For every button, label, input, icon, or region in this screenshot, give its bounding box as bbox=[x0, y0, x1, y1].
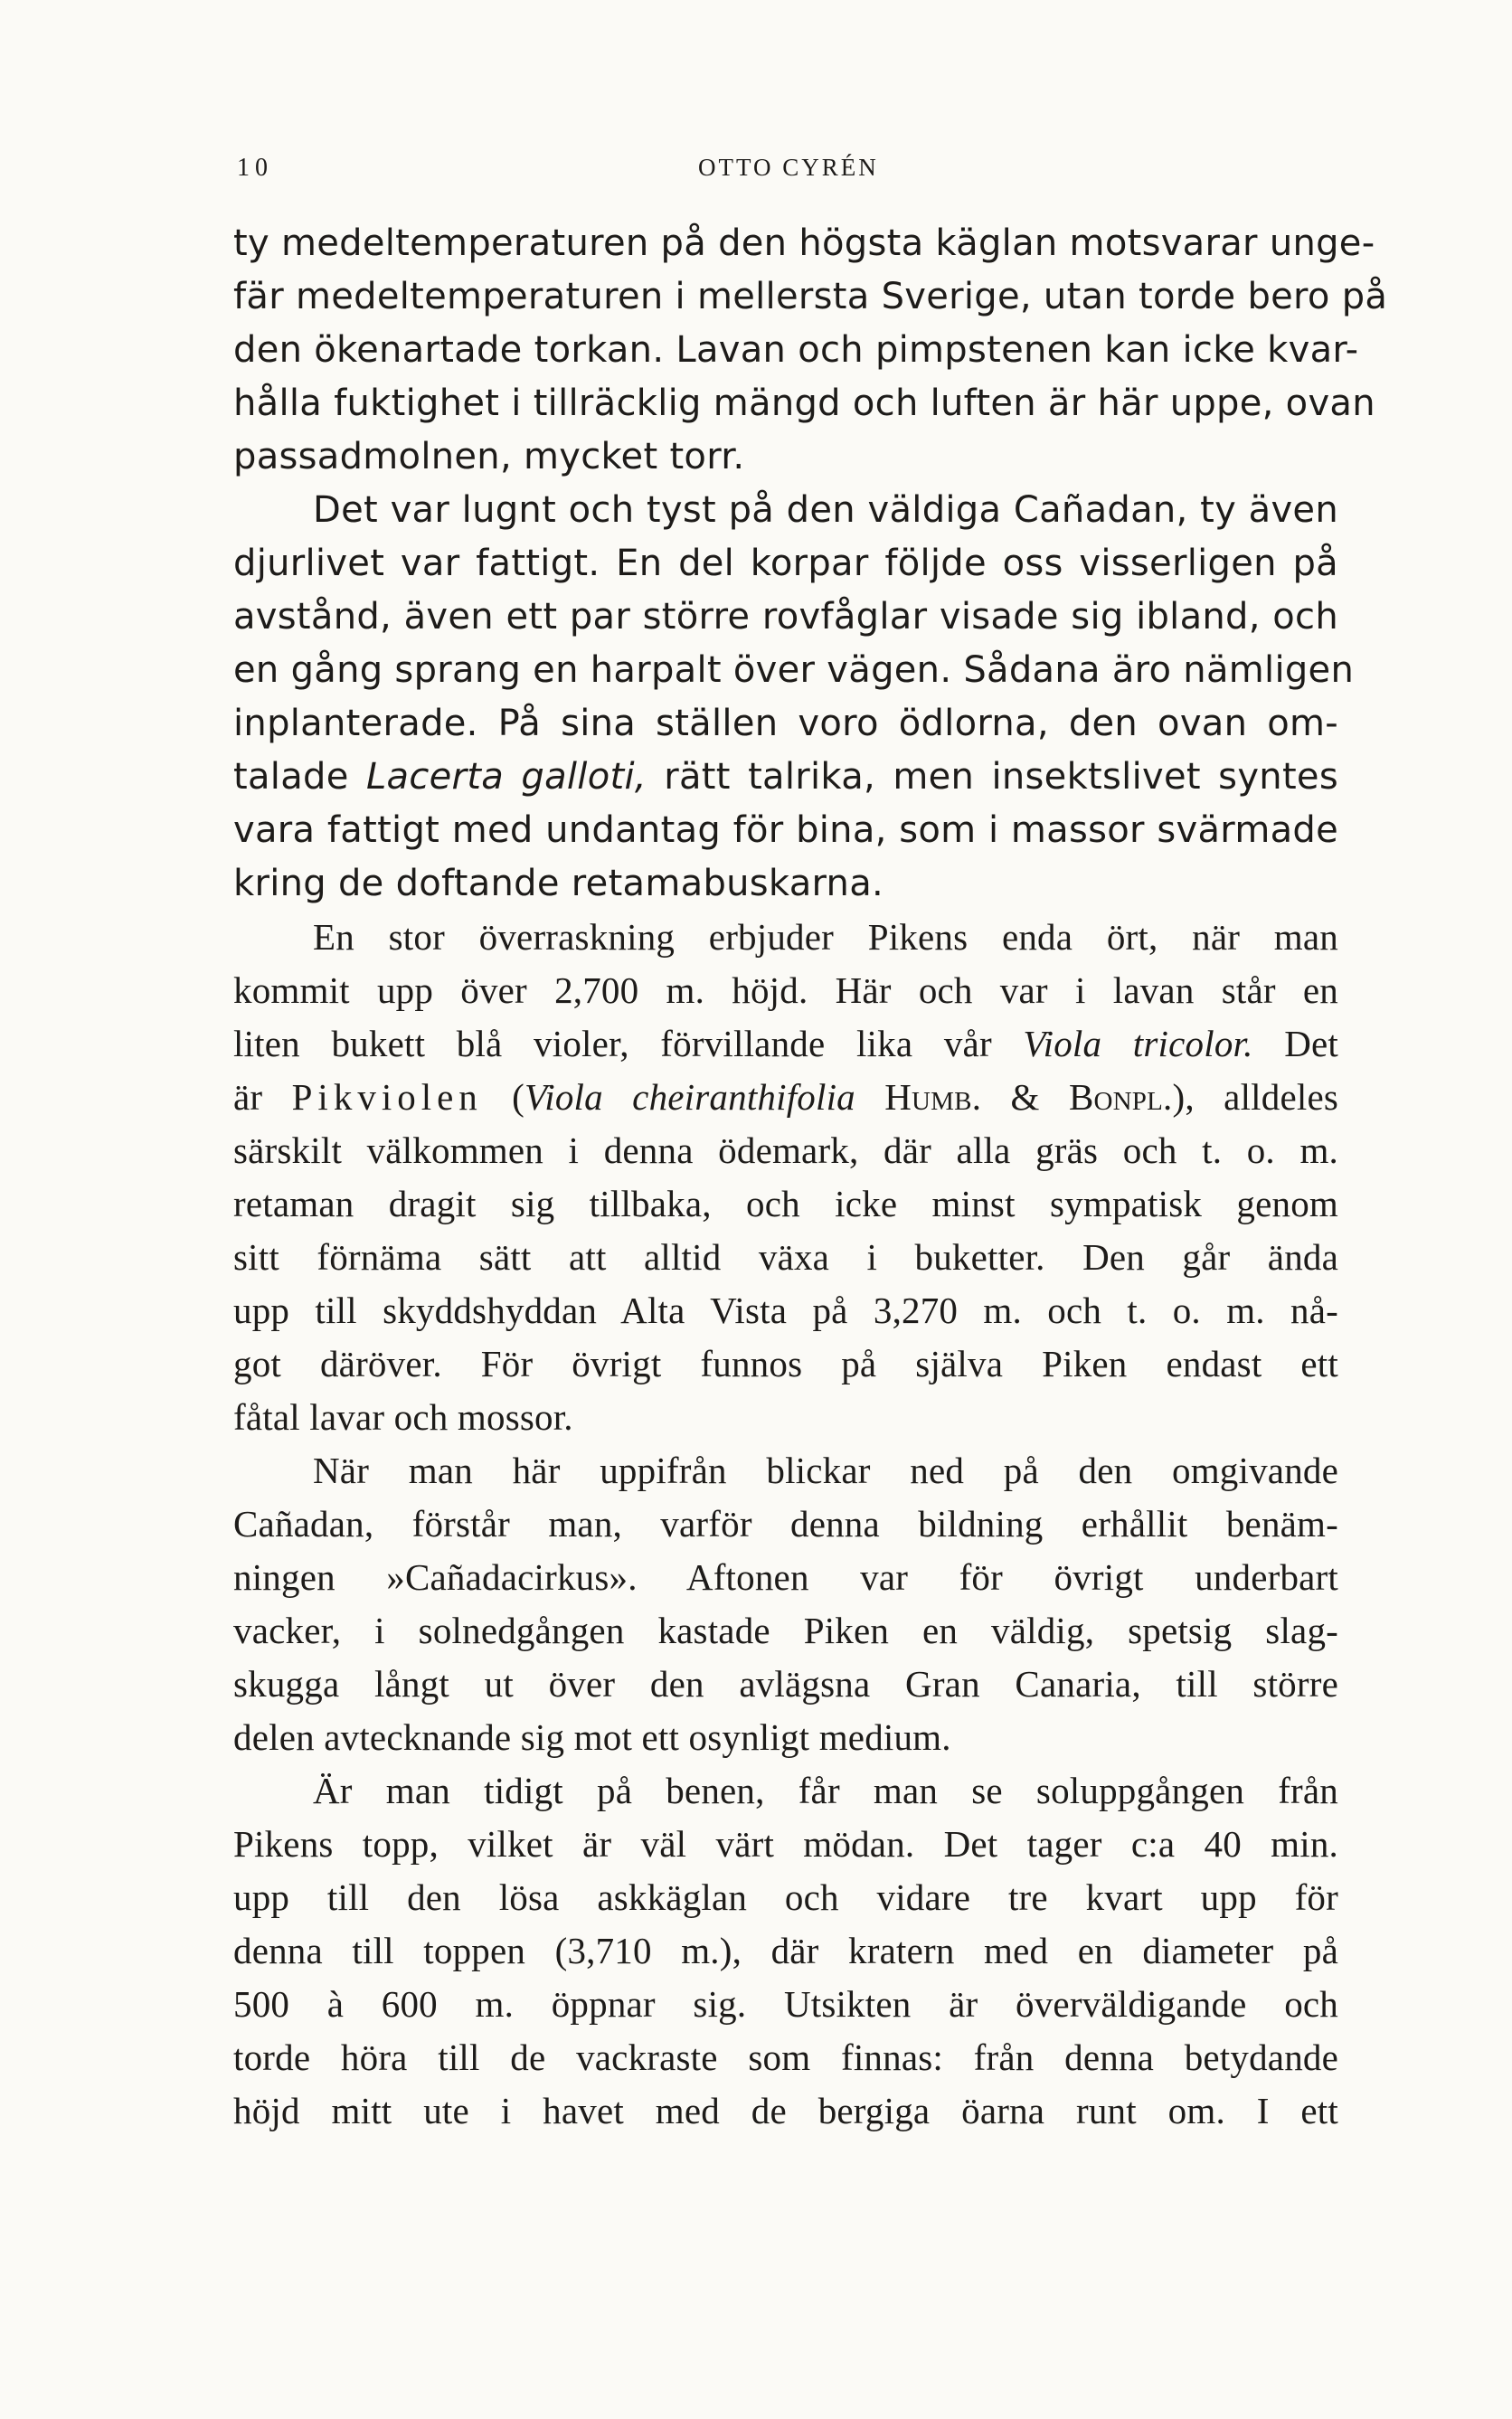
text-line: fär medeltemperaturen i mellersta Sverige, utan torde bero på bbox=[233, 276, 1388, 317]
text-run: ), alldeles bbox=[1172, 1076, 1339, 1118]
text-line: Pikens topp, vilket är väl värt mödan. Det tager c:a 40 min. bbox=[233, 1823, 1338, 1865]
text-line: 500 à 600 m. öppnar sig. Utsikten är överväldigande och bbox=[233, 1983, 1338, 2025]
text-line: retaman dragit sig tillbaka, och icke minst sympatisk genom bbox=[233, 1183, 1338, 1224]
text-line: passadmolnen, mycket torr. bbox=[233, 436, 745, 477]
text-line: vara fattigt med undantag för bina, som i massor svärmade bbox=[233, 809, 1338, 851]
text-line: torde höra till de vackraste som finnas: från denna betydande bbox=[233, 2036, 1338, 2078]
spaced-name: Pikviolen bbox=[291, 1076, 483, 1118]
running-head bbox=[237, 154, 1322, 190]
text-line: den ökenartade torkan. Lavan och pimpstenen kan icke kvar- bbox=[233, 329, 1359, 371]
text-line bbox=[233, 751, 1338, 804]
text-line: upp till den lösa askkäglan och vidare tre kvart upp för bbox=[233, 1876, 1338, 1918]
text-line: hålla fuktighet i tillräcklig mängd och luften är här uppe, ovan bbox=[233, 383, 1375, 424]
species-name: Lacerta galloti, bbox=[365, 756, 647, 798]
species-name: Viola cheiranthifolia bbox=[524, 1076, 855, 1118]
text-line: avstånd, även ett par större rovfåglar visade sig ibland, och bbox=[233, 596, 1338, 638]
text-line: Det var lugnt och tyst på den väldiga Cañadan, ty även bbox=[313, 489, 1338, 531]
page-number: 10 bbox=[237, 154, 273, 182]
text-line bbox=[233, 1071, 1338, 1124]
text-line: kommit upp över 2,700 m. höjd. Här och var i lavan står en bbox=[233, 969, 1338, 1011]
text-line: inplanterade. På sina ställen voro ödlorna, den ovan om- bbox=[233, 703, 1338, 744]
text-line: När man här uppifrån blickar ned på den omgivande bbox=[313, 1450, 1338, 1491]
text-line: delen avtecknande sig mot ett osynligt medium. bbox=[233, 1716, 951, 1758]
text-line: Är man tidigt på benen, får man se soluppgången från bbox=[313, 1770, 1338, 1811]
text-line: ningen »Cañadacirkus». Aftonen var för övrigt underbart bbox=[233, 1556, 1338, 1598]
author-abbrev: Humb. & Bonpl. bbox=[855, 1076, 1173, 1118]
text-line: upp till skyddshyddan Alta Vista på 3,270 m. och t. o. m. nå- bbox=[233, 1290, 1338, 1331]
text-line: djurlivet var fattigt. En del korpar följde oss visserligen på bbox=[233, 543, 1338, 584]
text-line: vacker, i solnedgången kastade Piken en väldig, spetsig slag- bbox=[233, 1610, 1338, 1651]
running-head-author: OTTO CYRÉN bbox=[698, 154, 879, 181]
text-line: särskilt välkommen i denna ödemark, där alla gräs och t. o. m. bbox=[233, 1129, 1338, 1171]
text-line: Cañadan, förstår man, varför denna bildning erhållit benäm- bbox=[233, 1503, 1338, 1545]
text-line: höjd mitt ute i havet med de bergiga öarna runt om. I ett bbox=[233, 2090, 1338, 2131]
text-run: liten bukett blå violer, förvillande lika vår bbox=[233, 1023, 1024, 1064]
text-line: denna till toppen (3,710 m.), där kratern med en diameter på bbox=[233, 1930, 1338, 1971]
text-line: En stor överraskning erbjuder Pikens enda ört, när man bbox=[313, 916, 1338, 958]
text-line: sitt förnäma sätt att alltid växa i buketter. Den går ända bbox=[233, 1236, 1338, 1278]
species-name: Viola tricolor. bbox=[1023, 1023, 1253, 1064]
text-line: kring de doftande retamabuskarna. bbox=[233, 863, 884, 904]
text-run: talade bbox=[233, 756, 366, 798]
text-line bbox=[233, 1017, 1338, 1071]
text-run: rätt talrika, men insektslivet syntes bbox=[646, 756, 1338, 798]
text-run: Det bbox=[1252, 1023, 1339, 1064]
text-line: skugga långt ut över den avlägsna Gran Canaria, till större bbox=[233, 1663, 1338, 1705]
text-line: en gång sprang en harpalt över vägen. Sådana äro nämligen bbox=[233, 649, 1355, 691]
text-line: fåtal lavar och mossor. bbox=[233, 1396, 573, 1438]
text-line: ty medeltemperaturen på den högsta käglan motsvarar unge- bbox=[233, 222, 1375, 264]
text-run: är bbox=[233, 1076, 292, 1118]
body-text bbox=[233, 217, 1388, 2138]
text-run: ( bbox=[482, 1076, 525, 1118]
text-line: got däröver. För övrigt funnos på själva Piken endast ett bbox=[233, 1343, 1338, 1384]
